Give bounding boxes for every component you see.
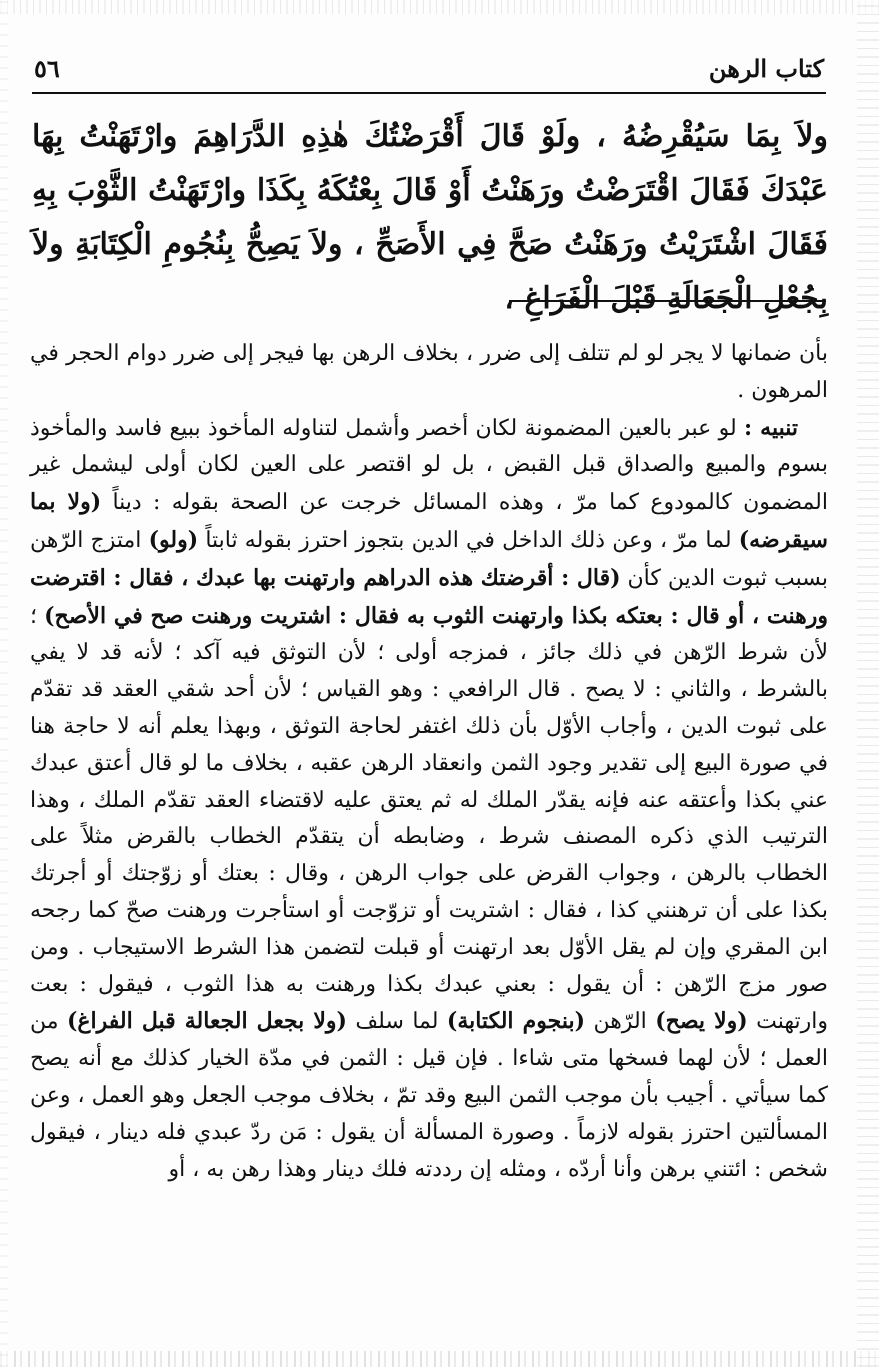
matn-quote: (بنجوم الكتابة) (446, 1008, 586, 1035)
commentary-text: لما مرّ ، وعن ذلك الداخل في الدين بتجوز احترز بقوله ثابتاً (198, 527, 739, 553)
matn-quote: (ولا بجعل الجعالة قبل الفراغ) (66, 1008, 347, 1035)
commentary-paragraph-1: بأن ضمانها لا يجر لو لم تتلف إلى ضرر ، بخلاف الرهن بها فيجر إلى ضرر دوام الحجر في المرهون . (30, 341, 828, 403)
commentary-paragraph-2 (30, 410, 828, 1189)
running-title: كتاب الرهن (708, 54, 824, 83)
scan-edge-bottom (0, 1351, 879, 1367)
matn-paragraph: ولاَ بِمَا سَيُقْرِضُهُ ، ولَوْ قَالَ أَقْرَضْتُكَ هٰذِهِ الدَّرَاهِمَ وارْتَهَنْتُ بِهَا عَبْدَكَ فَقَالَ اقْتَرَضْتُ ورَهَنْتُ أَوْ قَالَ بِعْتُكَهُ بِكَذَا وارْتَهَنْتُ الثَّوْبَ بِهِ فَقَالَ اشْتَرَيْتُ ورَهَنْتُ صَحَّ فِي الأَصَحِّ ، ولاَ يَصِحُّ بِنُجُومِ الْكِتَابَةِ ولاَ بِجُعْلِ الْجَعَالَةِ قَبْلَ الْفَرَاغِ ، (32, 119, 828, 316)
scan-edge-right (857, 0, 879, 1367)
matn-quote: (ولا يصح) (655, 1008, 748, 1035)
matn-quote: (ولا بما سيقرضه) (30, 489, 828, 553)
footnote-divider (509, 300, 826, 302)
commentary-text: ؛ لأن شرط الرّهن في ذلك جائز ، فمزجه أولى ؛ لأن التوثق فيه آكد ؛ لأنه قد لا يفي بالشرط ، والثاني : لا يصح . قال الرافعي : وهو القياس ؛ لأن أحد شقي العقد قد تقدّم على ثبوت الدين ، وأجاب الأوّل بأن ذلك اغتفر لحاجة التوثق ، وبهذا يعلم أنه لا حاجة هنا في صورة البيع إلى تقدير وجود الثمن وانعقاد الرهن عقبه ، بخلاف ما لو قال أعتق عبدك عني بكذا وأعتقه عنه فإنه يقدّر الملك له ثم يعتق عليه لاقتضاء العقد تقدّم الملك ، وهذا الترتيب الذي ذكره المصنف شرط ، وضابطه أن يتقدّم الخطاب بالقرض مثلاً على الخطاب بالرهن ، وجواب القرض على جواب الرهن ، وقال : بعتك أو زوّجتك أو أجرتك بكذا على أن ترهنني كذا ، فقال : اشتريت أو تزوّجت أو استأجرت ورهنت صحّ كما رجحه ابن المقري وإن لم يقل الأوّل بعد ارتهنت أو قبلت لتضمن هذا الشرط الاستيجاب . ومن صور مزج الرّهن : أن يقول : بعني عبدك بكذا ورهنت به هذا الثوب ، فيقول : بعت وارتهنت (30, 603, 829, 1035)
page-number: ٥٦ (34, 54, 60, 83)
commentary-text: امتزج الرّهن بسبب ثبوت الدين كأن (30, 527, 828, 591)
page-header (34, 52, 824, 92)
commentary-text: لما سلف (346, 1009, 447, 1035)
scan-edge-left (0, 0, 8, 1367)
notice-label: تنبيه : (744, 414, 798, 441)
commentary-block (30, 336, 828, 1188)
commentary-text: لو عبر بالعين المضمونة لكان أخصر وأشمل لتناوله المأخوذ ببيع فاسد والمأخوذ بسوم والمبيع والصداق قبل القبض ، بل لو اقتصر على العين لكان أولى ليشمل غير المضمون كالمودوع كما مرّ ، وهذه المسائل خرجت عن الصحة بقوله : ديناً (30, 415, 829, 516)
matn-quote: (ولو) (148, 526, 199, 553)
matn-quote: (قال : أقرضتك هذه الدراهم وارتهنت بها عبدك ، فقال : اقترضت ورهنت ، أو قال : بعتكه بكذا وارتهنت الثوب به فقال : اشتريت ورهنت صح في الأصح) (30, 564, 828, 629)
commentary-text: الرّهن (585, 1009, 656, 1035)
scan-edge-top (0, 0, 879, 14)
header-rule (32, 92, 826, 94)
matn-text-block (32, 110, 828, 326)
commentary-text: من العمل ؛ لأن لهما فسخها متى شاءا . فإن قيل : الثمن في مدّة الخيار كذلك مع أنه يصح كما سيأتي . أجيب بأن موجب الثمن البيع وقد تمّ ، بخلاف موجب الجعل وهو العمل ، وعن المسألتين احترز بقوله لازماً . وصورة المسألة أن يقول : مَن ردّ عبدي فله دينار ، فيقول شخص : ائتني برهن وأنا أردّه ، ومثله إن رددته فلك دينار وهذا رهن به ، أو (30, 1009, 828, 1182)
